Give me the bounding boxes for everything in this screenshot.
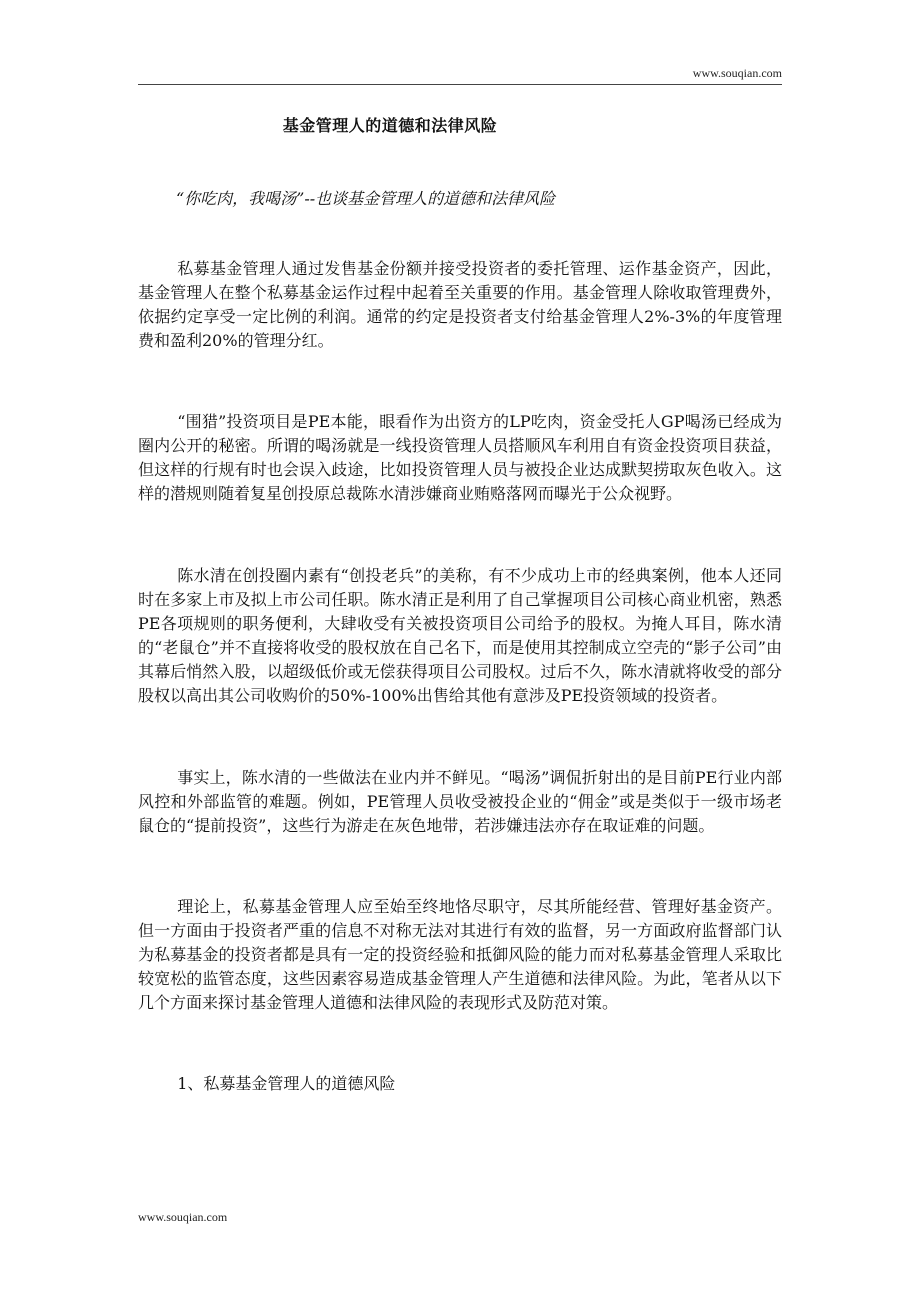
- paragraph-1: 私募基金管理人通过发售基金份额并接受投资者的委托管理、运作基金资产，因此，基金管理人在整个私募基金运作过程中起着至关重要的作用。基金管理人除收取管理费外，依据约定享受一定比例的利润。通常的约定是投资者支付给基金管理人2%-3%的年度管理费和盈利20%的管理分红。: [138, 259, 782, 350]
- document-subtitle: “你吃肉，我喝汤”--也谈基金管理人的道德和法律风险: [176, 189, 556, 208]
- footer-url: www.souqian.com: [138, 1210, 228, 1224]
- document-title: 基金管理人的道德和法律风险: [282, 116, 498, 135]
- paragraph-3: 陈水清在创投圈内素有“创投老兵”的美称，有不少成功上市的经典案例，他本人还同时在多家上市及拟上市公司任职。陈水清正是利用了自己掌握项目公司核心商业机密，熟悉PE各项规则的职务便利，大肆收受有关被投资项目公司给予的股权。为掩人耳目，陈水清的“老鼠仓”并不直接将收受的股权放在自己名下，而是使用其控制成立空壳的“影子公司”由其幕后悄然入股，以超级低价或无偿获得项目公司股权。过后不久，陈水清就将收受的部分股权以高出其公司收购价的50%-100%出售给其他有意涉及PE投资领域的投资者。: [138, 566, 782, 705]
- paragraph-2: “围猎”投资项目是PE本能，眼看作为出资方的LP吃肉，资金受托人GP喝汤已经成为圈内公开的秘密。所谓的喝汤就是一线投资管理人员搭顺风车利用自有资金投资项目获益，但这样的行规有时也会误入歧途，比如投资管理人员与被投企业达成默契捞取灰色收入。这样的潜规则随着复星创投原总裁陈水清涉嫌商业贿赂落网而曝光于公众视野。: [138, 412, 782, 503]
- section-heading: 1、私募基金管理人的道德风险: [177, 1074, 396, 1093]
- document-body: [138, 257, 782, 1096]
- paragraph-5: 理论上，私募基金管理人应至始至终地恪尽职守，尽其所能经营、管理好基金资产。但一方面由于投资者严重的信息不对称无法对其进行有效的监督，另一方面政府监督部门认为私募基金的投资者都是具有一定的投资经验和抵御风险的能力而对私募基金管理人采取比较宽松的监管态度，这些因素容易造成基金管理人产生道德和法律风险。为此，笔者从以下几个方面来探讨基金管理人道德和法律风险的表现形式及防范对策。: [138, 897, 782, 1012]
- paragraph-4: 事实上，陈水清的一些做法在业内并不鲜见。“喝汤”调侃折射出的是目前PE行业内部风控和外部监管的难题。例如，PE管理人员收受被投企业的“佣金”或是类似于一级市场老鼠仓的“提前投资”，这些行为游走在灰色地带，若涉嫌违法亦存在取证难的问题。: [138, 768, 782, 835]
- header-divider: [138, 84, 782, 85]
- header-url: www.souqian.com: [692, 66, 782, 80]
